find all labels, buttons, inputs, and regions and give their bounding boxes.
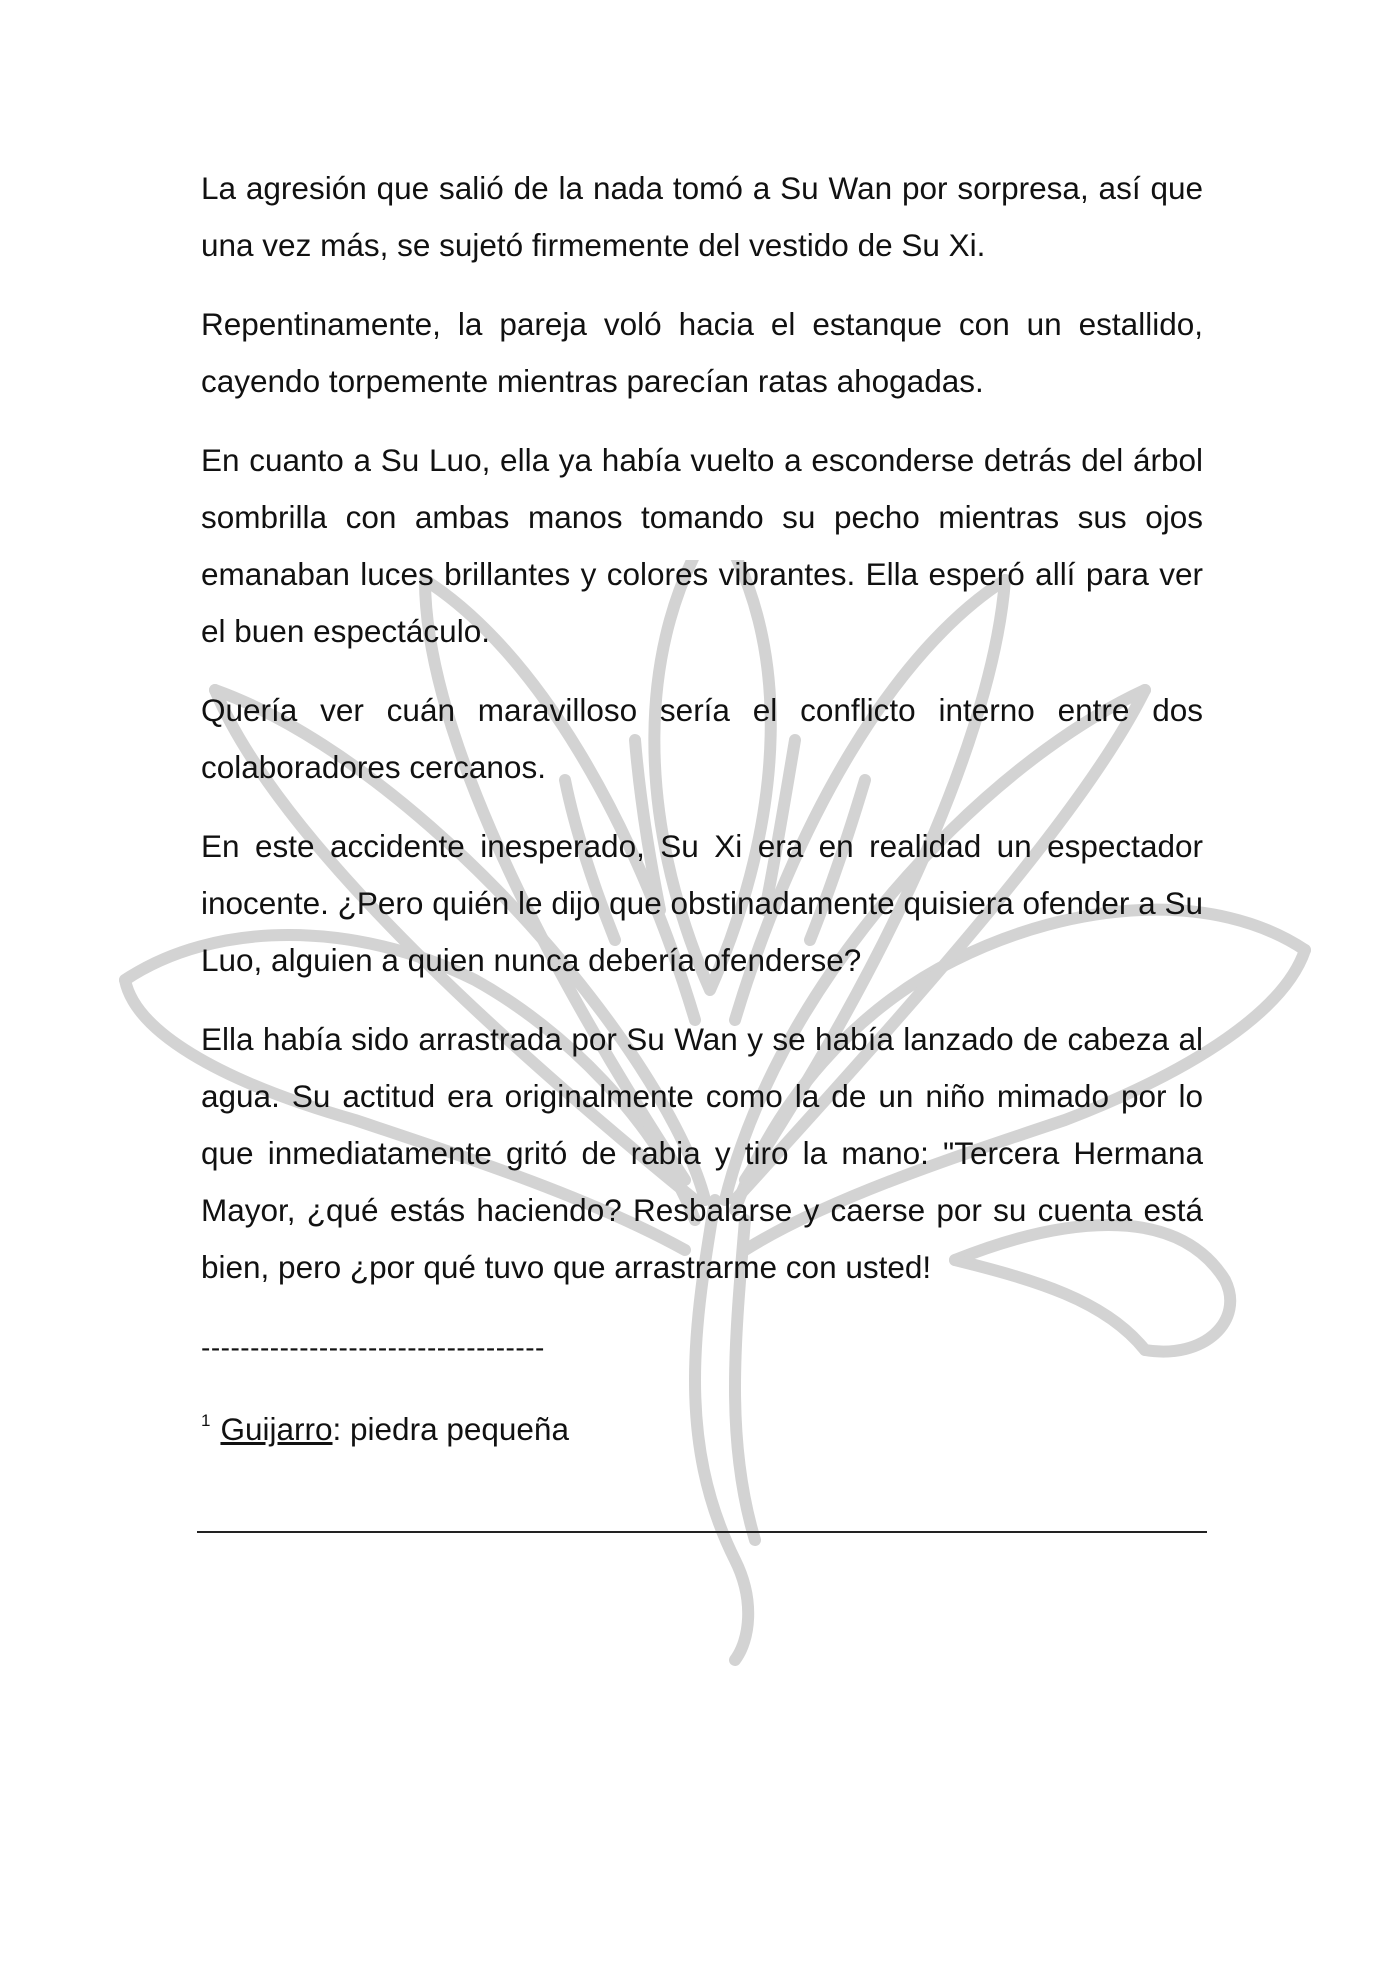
footnote xyxy=(201,1400,1203,1450)
paragraph: Quería ver cuán maravilloso sería el conflicto interno entre dos colaboradores cercanos. xyxy=(201,692,1203,785)
footnote-term: Guijarro xyxy=(220,1411,333,1447)
paragraph: Repentinamente, la pareja voló hacia el estanque con un estallido, cayendo torpemente mientras parecían ratas ahogadas. xyxy=(201,306,1203,399)
paragraph: En este accidente inesperado, Su Xi era en realidad un espectador inocente. ¿Pero quién le dijo que obstinadamente quisiera ofender a Su Luo, alguien a quien nunca debería ofenderse? xyxy=(201,828,1203,978)
footnote-definition: : piedra pequeña xyxy=(332,1411,569,1447)
paragraph: Ella había sido arrastrada por Su Wan y se había lanzado de cabeza al agua. Su actitud era originalmente como la de un niño mimado por lo que inmediatamente gritó de rabia y tiro la mano: "Tercera Hermana Mayor, ¿qué estás haciendo? Resbalarse y caerse por su cuenta está bien, pero ¿por qué tuvo que arrastrarme con usted! xyxy=(201,1021,1203,1285)
footnote-separator: ----------------------------------- xyxy=(201,1332,545,1363)
horizontal-rule xyxy=(197,1531,1207,1533)
footnote-number: 1 xyxy=(201,1411,211,1430)
paragraph: En cuanto a Su Luo, ella ya había vuelto a esconderse detrás del árbol sombrilla con ambas manos tomando su pecho mientras sus ojos emanaban luces brillantes y colores vibrantes. Ella esperó allí para ver el buen espectáculo. xyxy=(201,442,1203,649)
paragraph: La agresión que salió de la nada tomó a Su Wan por sorpresa, así que una vez más, se sujetó firmemente del vestido de Su Xi. xyxy=(201,170,1203,263)
document-body xyxy=(201,160,1203,1450)
